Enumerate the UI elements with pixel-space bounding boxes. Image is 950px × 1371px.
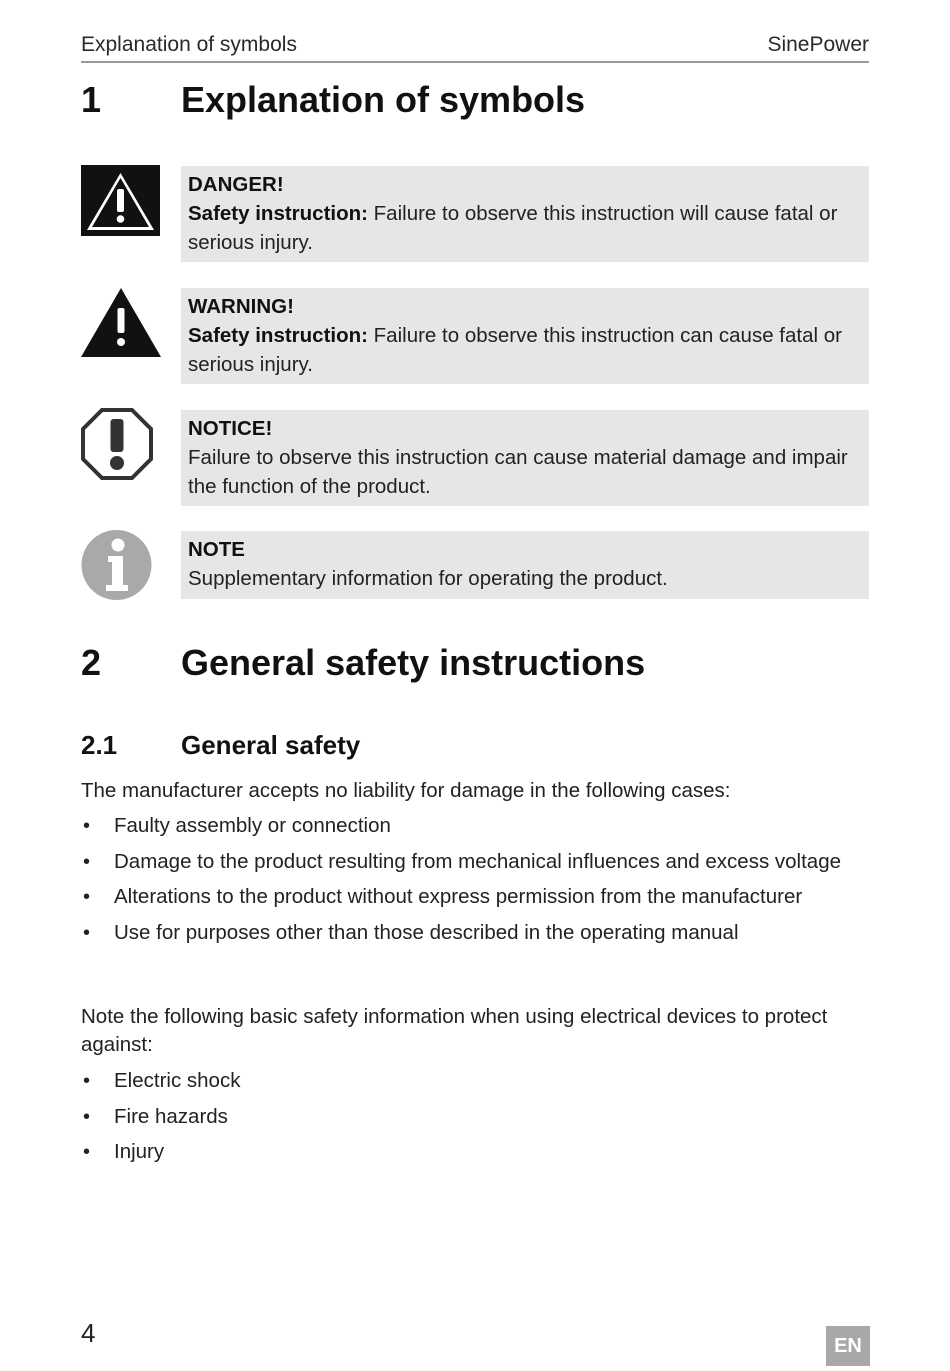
list-item: • Alterations to the product without express permission from the manufacturer bbox=[81, 883, 881, 919]
notice-octagon-icon bbox=[81, 408, 161, 488]
note-title: NOTE bbox=[188, 538, 245, 561]
notice-title: NOTICE! bbox=[188, 417, 273, 440]
section-2-title: General safety instructions bbox=[181, 642, 646, 683]
list-item: • Injury bbox=[81, 1138, 881, 1174]
notice-text: Failure to observe this instruction can cause material damage and impair the function of the product. bbox=[188, 446, 848, 498]
warning-box bbox=[181, 288, 869, 384]
subsection-title: General safety bbox=[181, 730, 361, 760]
warning-triangle-icon bbox=[81, 286, 161, 366]
note-box bbox=[181, 531, 869, 599]
protection-intro: Note the following basic safety information when using electrical devices to protect against: bbox=[81, 1005, 828, 1056]
running-header-right: SinePower bbox=[767, 33, 869, 56]
warning-title: WARNING! bbox=[188, 295, 294, 318]
list-item: • Fire hazards bbox=[81, 1103, 881, 1139]
page-number: 4 bbox=[81, 1318, 96, 1348]
section-2-number: 2 bbox=[81, 642, 102, 683]
header-rule bbox=[81, 61, 869, 63]
list-item: • Faulty assembly or connection bbox=[81, 812, 881, 848]
subsection-number: 2.1 bbox=[81, 730, 118, 760]
danger-box bbox=[181, 166, 869, 262]
note-text: Supplementary information for operating the product. bbox=[188, 567, 668, 590]
running-header-left: Explanation of symbols bbox=[81, 33, 297, 56]
section-1-title: Explanation of symbols bbox=[181, 79, 586, 120]
warning-text: Safety instruction: Failure to observe this instruction can cause fatal or serious injury. bbox=[188, 324, 842, 376]
danger-text: Safety instruction: Failure to observe this instruction will cause fatal or serious injury. bbox=[188, 202, 838, 254]
liability-cases-list bbox=[81, 812, 881, 954]
danger-triangle-icon bbox=[81, 165, 161, 245]
protection-list bbox=[81, 1067, 881, 1174]
list-item: • Damage to the product resulting from mechanical influences and excess voltage bbox=[81, 848, 881, 884]
danger-title: DANGER! bbox=[188, 173, 284, 196]
language-badge: EN bbox=[826, 1326, 870, 1366]
notice-box bbox=[181, 410, 869, 506]
list-item: • Electric shock bbox=[81, 1067, 881, 1103]
liability-intro: The manufacturer accepts no liability for damage in the following cases: bbox=[81, 779, 731, 802]
section-1-number: 1 bbox=[81, 79, 102, 120]
info-icon bbox=[81, 529, 161, 609]
list-item: • Use for purposes other than those described in the operating manual bbox=[81, 919, 881, 955]
